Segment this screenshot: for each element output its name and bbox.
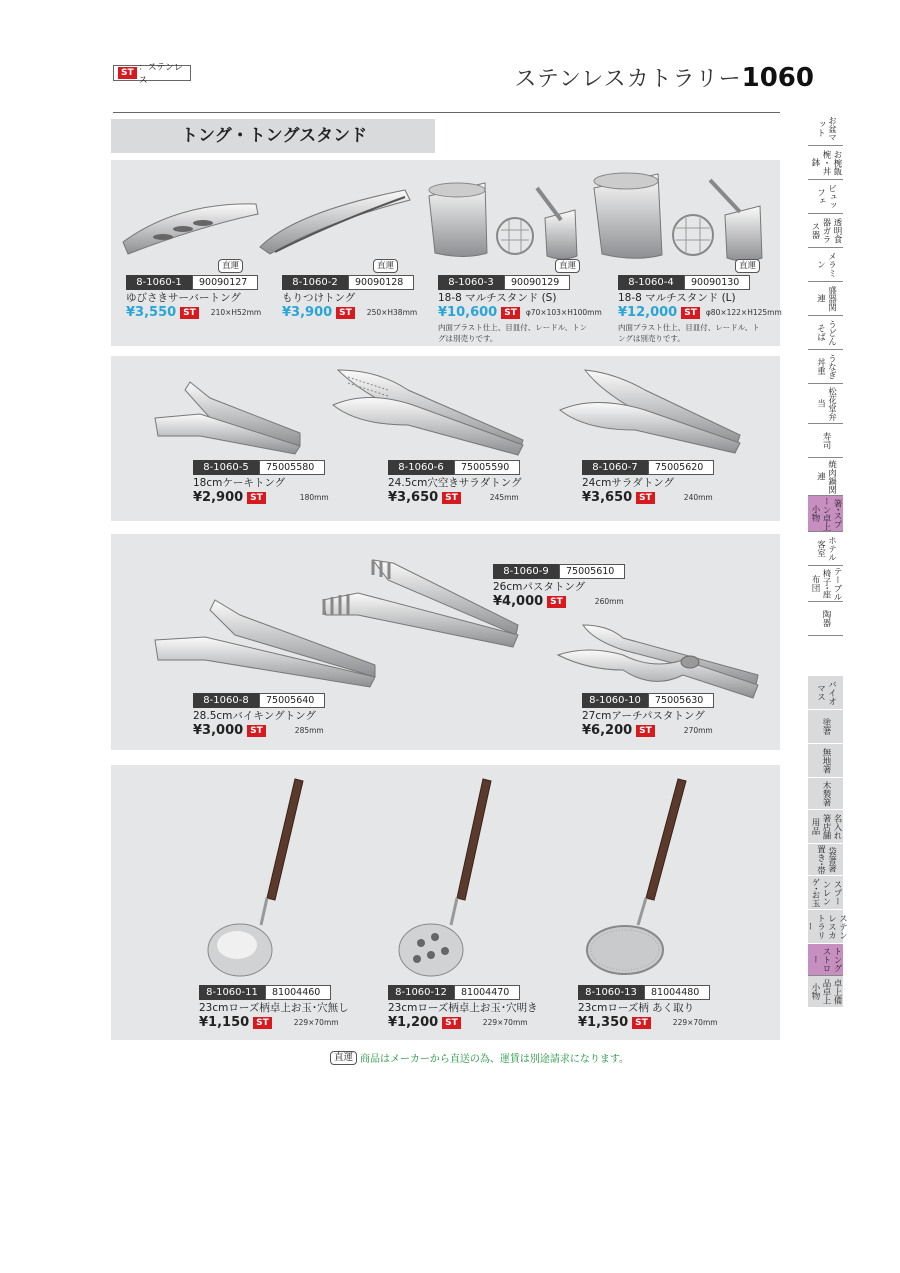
price-row bbox=[193, 723, 325, 739]
product-code: 8-1060-11 bbox=[199, 985, 265, 1000]
price: ¥1,150 bbox=[199, 1015, 250, 1030]
product-code: 8-1060-7 bbox=[582, 460, 648, 475]
product-name: 18-8 マルチスタンド (S) bbox=[438, 292, 557, 304]
st-badge: ST bbox=[501, 307, 520, 319]
st-badge: ST bbox=[547, 596, 566, 608]
product-name: 26cmパスタトング bbox=[493, 581, 586, 593]
price-row bbox=[493, 594, 625, 610]
header-rule bbox=[113, 112, 780, 113]
jan-code: 75005620 bbox=[648, 460, 714, 475]
ladle-slotted-illustration bbox=[393, 775, 503, 985]
price-row bbox=[578, 1015, 718, 1031]
product-name: ゆびさきサーバートング bbox=[126, 292, 241, 304]
footer-direct-badge: 直運 bbox=[330, 1051, 357, 1065]
price-row bbox=[193, 490, 329, 506]
index-tab-22[interactable]: スプーンレンゲ･お玉 bbox=[808, 876, 843, 910]
price-row bbox=[282, 305, 417, 321]
product-name: 18cmケーキトング bbox=[193, 477, 286, 489]
price-row bbox=[388, 1015, 538, 1031]
footer-note bbox=[330, 1050, 629, 1065]
index-tab-23[interactable]: ステンレスカトラリー bbox=[808, 910, 843, 944]
direct-badge-2: 直運 bbox=[373, 259, 398, 273]
product-8-1060-6 bbox=[388, 460, 522, 506]
jan-code: 75005610 bbox=[559, 564, 625, 579]
index-tab-7[interactable]: うどんそば bbox=[808, 316, 843, 350]
st-badge: ST bbox=[632, 1017, 651, 1029]
product-name: 28.5cmバイキングトング bbox=[193, 710, 316, 722]
index-tab-5[interactable]: メラミン bbox=[808, 248, 843, 282]
product-code: 8-1060-9 bbox=[493, 564, 559, 579]
product-code: 8-1060-6 bbox=[388, 460, 454, 475]
price: ¥3,000 bbox=[193, 723, 244, 738]
price: ¥10,600 bbox=[438, 305, 498, 320]
dimensions: 229×70mm bbox=[672, 1018, 718, 1027]
index-tab-24[interactable]: トングストロー bbox=[808, 944, 843, 976]
jan-code: 90090130 bbox=[684, 275, 750, 290]
index-tab-8[interactable]: うなぎ丼重 bbox=[808, 350, 843, 384]
product-note: 内面ブラスト仕上、目皿付、レードル、トングは別売りです。 bbox=[618, 323, 760, 343]
index-tab-11[interactable]: 焼肉鍋関連 bbox=[808, 458, 843, 496]
slotted-salad-tong-illustration bbox=[328, 365, 533, 460]
multi-stand-l-illustration bbox=[590, 170, 770, 265]
dimensions: 245mm bbox=[489, 493, 519, 502]
price-row bbox=[199, 1015, 349, 1031]
dimensions: 210×H52mm bbox=[210, 308, 262, 317]
index-tab-18[interactable]: 無地箸 bbox=[808, 744, 843, 778]
product-8-1060-10 bbox=[582, 693, 714, 739]
footer-text: 商品はメーカーから直送の為、運賃は別途請求になります。 bbox=[360, 1054, 630, 1065]
legend-text: ：ステンレス bbox=[138, 63, 183, 86]
price: ¥3,650 bbox=[582, 490, 633, 505]
index-tab-3[interactable]: ビュッフェ bbox=[808, 180, 843, 214]
product-8-1060-7 bbox=[582, 460, 714, 506]
index-tab-17[interactable]: 塗箸 bbox=[808, 710, 843, 744]
product-name: 18-8 マルチスタンド (L) bbox=[618, 292, 736, 304]
index-tab-14[interactable]: テーブル椅子･座布団 bbox=[810, 566, 842, 601]
product-name: 23cmローズ柄 あく取り bbox=[578, 1002, 695, 1014]
direct-badge-4: 直運 bbox=[735, 259, 760, 273]
jan-code: 75005590 bbox=[454, 460, 520, 475]
product-code: 8-1060-4 bbox=[618, 275, 684, 290]
dimensions: 260mm bbox=[594, 597, 624, 606]
product-name: 27cmアーチパスタトング bbox=[582, 710, 705, 722]
skimmer-illustration bbox=[580, 775, 695, 985]
st-badge: ST bbox=[247, 492, 266, 504]
dimensions: 180mm bbox=[299, 493, 329, 502]
product-code: 8-1060-8 bbox=[193, 693, 259, 708]
jan-code: 90090128 bbox=[348, 275, 414, 290]
jan-code: 81004480 bbox=[644, 985, 710, 1000]
st-badge: ST bbox=[442, 492, 461, 504]
dimensions: 250×H38mm bbox=[366, 308, 418, 317]
product-code: 8-1060-2 bbox=[282, 275, 348, 290]
price: ¥3,900 bbox=[282, 305, 333, 320]
st-badge: ST bbox=[636, 725, 655, 737]
dimensions: 270mm bbox=[683, 726, 713, 735]
index-tab-25[interactable]: 卓上備品卓上小物 bbox=[808, 976, 843, 1008]
page-number: 1060 bbox=[741, 63, 814, 93]
product-8-1060-13 bbox=[578, 985, 718, 1031]
index-tab-19[interactable]: 木製箸 bbox=[808, 778, 843, 810]
jan-code: 90090129 bbox=[504, 275, 570, 290]
product-code: 8-1060-5 bbox=[193, 460, 259, 475]
dimensions: 229×70mm bbox=[482, 1018, 528, 1027]
product-code: 8-1060-10 bbox=[582, 693, 648, 708]
price: ¥4,000 bbox=[493, 594, 544, 609]
moritsuke-tong-illustration bbox=[255, 182, 415, 262]
index-tab-10[interactable]: 寿司 bbox=[808, 424, 843, 458]
multi-stand-s-illustration bbox=[425, 178, 585, 263]
price: ¥2,900 bbox=[193, 490, 244, 505]
product-8-1060-2 bbox=[282, 275, 417, 321]
jan-code: 75005630 bbox=[648, 693, 714, 708]
dimensions: 229×70mm bbox=[293, 1018, 339, 1027]
product-name: 23cmローズ柄卓上お玉･穴無し bbox=[199, 1002, 349, 1014]
page-title bbox=[514, 62, 814, 93]
index-tab-6[interactable]: 盛器関連 bbox=[808, 282, 843, 316]
price-row bbox=[388, 490, 522, 506]
st-badge: ST bbox=[253, 1017, 272, 1029]
product-8-1060-5 bbox=[193, 460, 329, 506]
price: ¥6,200 bbox=[582, 723, 633, 738]
dimensions: φ70×103×H100mm bbox=[525, 308, 602, 317]
index-tab-9[interactable]: 松花堂弁当 bbox=[808, 384, 843, 424]
index-tab-20[interactable]: 名入れ箸店舗用品 bbox=[808, 810, 843, 844]
salad-tong-illustration bbox=[555, 365, 750, 460]
price-row bbox=[618, 305, 782, 321]
price-row bbox=[438, 305, 602, 321]
product-name: 24.5cm穴空きサラダトング bbox=[388, 477, 522, 489]
product-code: 8-1060-13 bbox=[578, 985, 644, 1000]
viking-tong-illustration bbox=[150, 595, 385, 695]
price-row bbox=[126, 305, 261, 321]
jan-code: 81004460 bbox=[265, 985, 331, 1000]
st-badge: ST bbox=[247, 725, 266, 737]
index-tab-1[interactable]: お盆マット bbox=[808, 112, 843, 146]
product-8-1060-4 bbox=[618, 275, 782, 344]
section-title: トング・トングスタンド bbox=[111, 119, 435, 153]
price: ¥3,650 bbox=[388, 490, 439, 505]
price: ¥1,350 bbox=[578, 1015, 629, 1030]
ladle-plain-illustration bbox=[205, 775, 315, 985]
jan-code: 75005640 bbox=[259, 693, 325, 708]
jan-code: 75005580 bbox=[259, 460, 325, 475]
jan-code: 81004470 bbox=[454, 985, 520, 1000]
product-name: 23cmローズ柄卓上お玉･穴明き bbox=[388, 1002, 538, 1014]
direct-badge-3: 直運 bbox=[555, 259, 580, 273]
product-name: もりつけトング bbox=[282, 292, 356, 304]
product-name: 24cmサラダトング bbox=[582, 477, 675, 489]
index-tab-21[interactable]: 袋箸箸置き･帯 bbox=[808, 844, 843, 876]
index-tab-16[interactable]: バイオマス bbox=[808, 676, 843, 710]
direct-badge-1: 直運 bbox=[218, 259, 243, 273]
serving-tong-illustration bbox=[118, 182, 263, 262]
price: ¥1,200 bbox=[388, 1015, 439, 1030]
product-code: 8-1060-3 bbox=[438, 275, 504, 290]
legend bbox=[113, 63, 191, 86]
price-row bbox=[582, 490, 714, 506]
product-8-1060-8 bbox=[193, 693, 325, 739]
product-8-1060-11 bbox=[199, 985, 349, 1031]
dimensions: φ80×122×H125mm bbox=[705, 308, 782, 317]
price-row bbox=[582, 723, 714, 739]
st-badge: ST bbox=[636, 492, 655, 504]
page-title-text: ステンレスカトラリー bbox=[514, 67, 742, 92]
dimensions: 285mm bbox=[294, 726, 324, 735]
legend-st-badge: ST bbox=[118, 67, 137, 79]
price: ¥12,000 bbox=[618, 305, 678, 320]
index-tab-4[interactable]: 透明食器ガラス器 bbox=[808, 214, 843, 248]
price: ¥3,550 bbox=[126, 305, 177, 320]
st-badge: ST bbox=[336, 307, 355, 319]
product-8-1060-12 bbox=[388, 985, 538, 1031]
product-8-1060-1 bbox=[126, 275, 261, 321]
st-badge: ST bbox=[681, 307, 700, 319]
index-tab-2[interactable]: お椀飯椀・丼鉢 bbox=[808, 146, 843, 180]
cake-tong-illustration bbox=[150, 378, 315, 458]
product-8-1060-9 bbox=[493, 564, 625, 610]
index-tab-15[interactable]: 陶器 bbox=[808, 602, 843, 636]
st-badge: ST bbox=[180, 307, 199, 319]
index-tab-12[interactable]: 箸･スプーン卓上小物 bbox=[810, 496, 842, 531]
jan-code: 90090127 bbox=[192, 275, 258, 290]
product-note: 内面ブラスト仕上、目皿付、レードル、トングは別売りです。 bbox=[438, 323, 588, 343]
index-tab-13[interactable]: ホテル客室 bbox=[808, 532, 843, 566]
product-code: 8-1060-1 bbox=[126, 275, 192, 290]
product-code: 8-1060-12 bbox=[388, 985, 454, 1000]
product-8-1060-3 bbox=[438, 275, 602, 344]
st-badge: ST bbox=[442, 1017, 461, 1029]
dimensions: 240mm bbox=[683, 493, 713, 502]
